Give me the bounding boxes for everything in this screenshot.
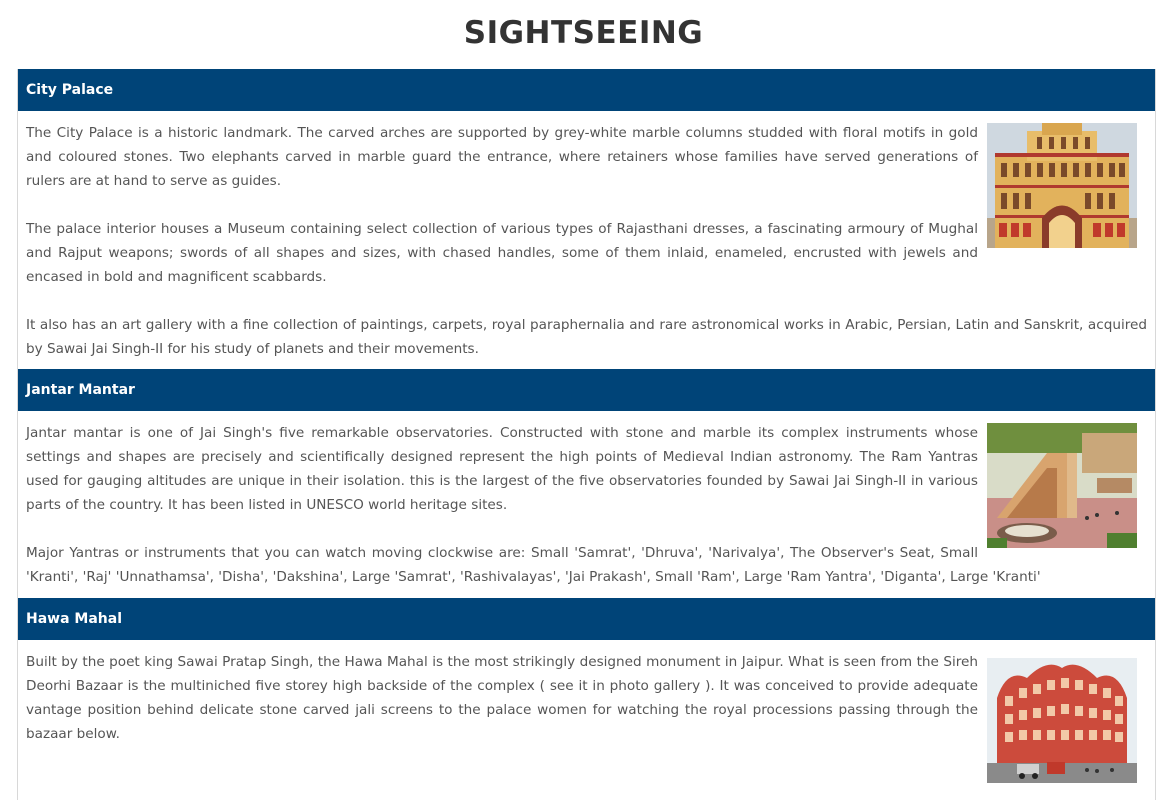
- city-palace-photo: [987, 123, 1137, 248]
- paragraph: Built by the poet king Sawai Pratap Singh, the Hawa Mahal is the most strikingly designed monument in Jaipur. What is seen from the Sireh Deorhi Bazaar is the multiniched five storey high backside of the complex ( see it in photo gallery ). It was conceived to provide adequate vantage position behind delicate stone carved jali screens to the palace women for watching the royal processions passing through the bazaar below.: [26, 654, 978, 742]
- jantar-mantar-photo: [987, 423, 1137, 548]
- paragraph: Major Yantras or instruments that you can watch moving clockwise are: Small 'Samrat', 'Dhruva', 'Narivalya', The Observer's Seat, Small 'Kranti', 'Raj' 'Unnathamsa', 'Disha', 'Dakshina', Large 'Samrat', 'Rashivalayas', 'Jai Prakash', Small 'Ram', Large 'Ram Yantra', 'Diganta', Large 'Kranti': [26, 545, 1041, 585]
- section-header-jantar-mantar: Jantar Mantar: [18, 369, 1155, 411]
- paragraph: The City Palace is a historic landmark. The carved arches are supported by grey-white marble columns studded with floral motifs in gold and coloured stones. Two elephants carved in marble guard the entrance, where retainers whose families have served generations of rulers are at hand to serve as guides.: [26, 125, 978, 189]
- sightseeing-list: [17, 69, 1156, 800]
- section-hawa-mahal: [18, 598, 1155, 797]
- section-header-hawa-mahal: Hawa Mahal: [18, 598, 1155, 640]
- section-body-city-palace: [18, 111, 1155, 369]
- section-city-palace: [18, 69, 1155, 369]
- section-header-city-palace: City Palace: [18, 69, 1155, 111]
- section-jantar-mantar: [18, 369, 1155, 598]
- section-body-jantar-mantar: [18, 411, 1155, 598]
- paragraph: Jantar mantar is one of Jai Singh's five remarkable observatories. Constructed with stone and marble its complex instruments whose settings and shapes are precisely and scientifically designed represent the high points of Medieval Indian astronomy. The Ram Yantras used for gauging altitudes are unique in their isolation. this is the largest of the five observatories founded by Sawai Jai Singh-II in various parts of the country. It has been listed in UNESCO world heritage sites.: [26, 425, 978, 513]
- paragraph: The palace interior houses a Museum containing select collection of various types of Rajasthani dresses, a fascinating armoury of Mughal and Rajput weapons; swords of all shapes and sizes, with chased handles, some of them inlaid, enameled, encrusted with jewels and encased in bold and magnificent scabbards.: [26, 221, 978, 285]
- section-body-hawa-mahal: [18, 640, 1155, 797]
- hawa-mahal-photo: [987, 658, 1137, 783]
- page-title: SIGHTSEEING: [463, 15, 704, 51]
- paragraph: It also has an art gallery with a fine collection of paintings, carpets, royal paraphernalia and rare astronomical works in Arabic, Persian, Latin and Sanskrit, acquired by Sawai Jai Singh-II for his study of planets and their movements.: [26, 317, 1147, 357]
